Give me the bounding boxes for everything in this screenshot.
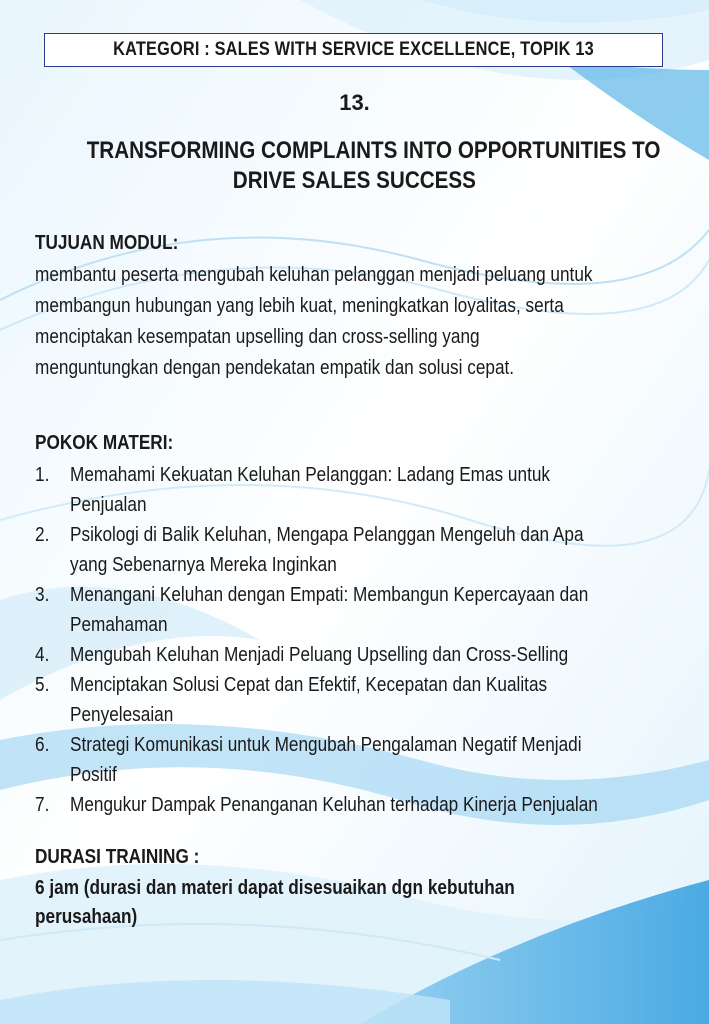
item-number: 6.	[35, 734, 50, 756]
list-item	[35, 580, 675, 640]
list-item	[35, 640, 675, 670]
category-box	[44, 33, 663, 67]
item-number: 7.	[35, 794, 50, 816]
tujuan-heading: TUJUAN MODUL:	[35, 232, 179, 254]
title-line-1: TRANSFORMING COMPLAINTS INTO OPPORTUNITIES TO	[86, 137, 661, 164]
topic-number: 13.	[339, 90, 370, 115]
item-text: Menangani Keluhan dengan Empati: Membangun Kepercayaan dan	[70, 584, 589, 606]
item-text: Menciptakan Solusi Cepat dan Efektif, Kecepatan dan Kualitas	[70, 674, 548, 696]
item-text: Mengukur Dampak Penanganan Keluhan terhadap Kinerja Penjualan	[70, 794, 598, 816]
durasi-text	[35, 874, 593, 932]
pokok-list	[35, 460, 675, 820]
pokok-heading: POKOK MATERI:	[35, 432, 174, 454]
durasi-line: perusahaan)	[35, 906, 138, 928]
tujuan-line: membangun hubungan yang lebih kuat, meningkatkan loyalitas, serta	[35, 295, 564, 317]
list-item	[35, 460, 675, 520]
topic-title	[40, 136, 669, 196]
item-text: Psikologi di Balik Keluhan, Mengapa Pelanggan Mengeluh dan Apa	[70, 524, 584, 546]
category-text: KATEGORI : SALES WITH SERVICE EXCELLENCE, TOPIK 13	[113, 39, 594, 60]
list-item	[35, 790, 675, 820]
item-text: Memahami Kekuatan Keluhan Pelanggan: Ladang Emas untuk	[70, 464, 551, 486]
tujuan-line: membantu peserta mengubah keluhan pelanggan menjadi peluang untuk	[35, 264, 593, 286]
title-line-2: DRIVE SALES SUCCESS	[232, 167, 477, 194]
list-item	[35, 730, 675, 790]
item-number: 5.	[35, 674, 50, 696]
tujuan-line: menguntungkan dengan pendekatan empatik dan solusi cepat.	[35, 357, 515, 379]
list-item	[35, 670, 675, 730]
item-text: Penjualan	[70, 494, 147, 516]
item-number: 3.	[35, 584, 50, 606]
item-text: Mengubah Keluhan Menjadi Peluang Upselling dan Cross-Selling	[70, 644, 569, 666]
item-text: Pemahaman	[70, 614, 168, 636]
durasi-line: 6 jam (durasi dan materi dapat disesuaikan dgn kebutuhan	[35, 877, 515, 899]
item-text: yang Sebenarnya Mereka Inginkan	[70, 554, 337, 576]
item-number: 2.	[35, 524, 50, 546]
item-text: Strategi Komunikasi untuk Mengubah Pengalaman Negatif Menjadi	[70, 734, 582, 756]
tujuan-paragraph	[35, 260, 656, 384]
item-number: 1.	[35, 464, 50, 486]
item-number: 4.	[35, 644, 50, 666]
list-item	[35, 520, 675, 580]
item-text: Positif	[70, 764, 117, 786]
item-text: Penyelesaian	[70, 704, 174, 726]
tujuan-line: menciptakan kesempatan upselling dan cross-selling yang	[35, 326, 480, 348]
durasi-heading: DURASI TRAINING :	[35, 846, 200, 868]
